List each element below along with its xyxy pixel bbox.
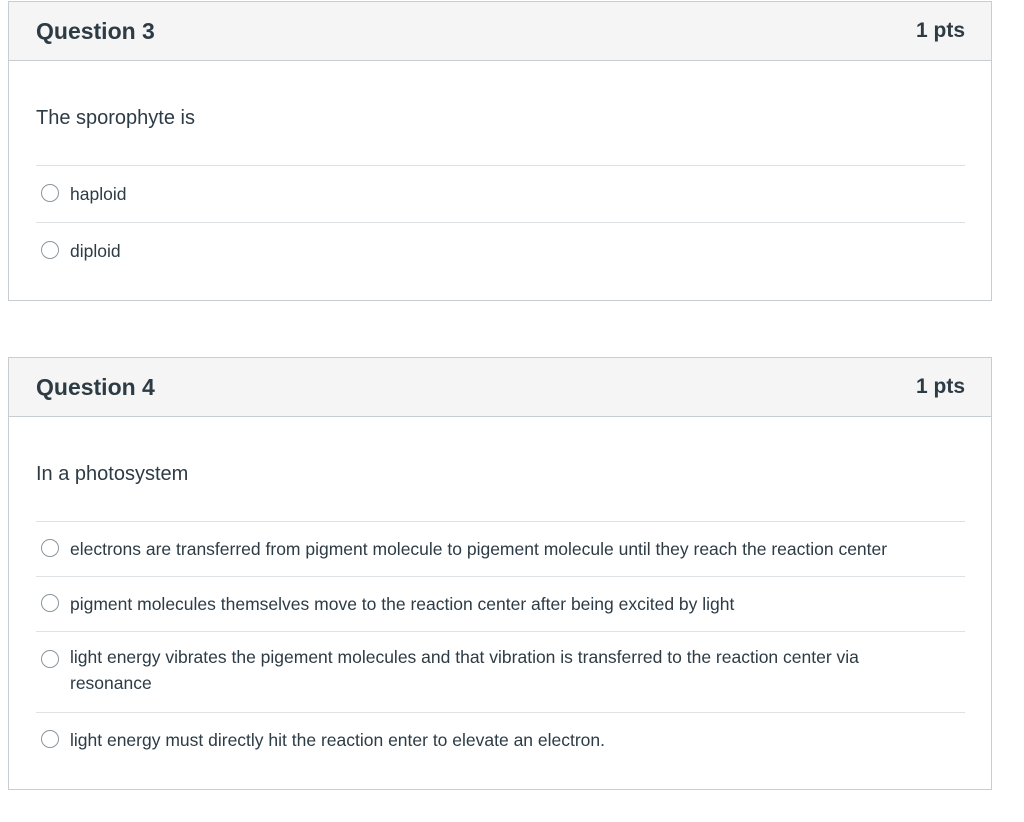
answer-option-haploid[interactable] [36,166,965,223]
answer-label[interactable]: light energy must directly hit the reaction enter to elevate an electron. [70,730,606,750]
question-points: 1 pts [915,19,965,42]
question-title: Question 4 [36,373,155,400]
radio-button-icon[interactable] [41,594,59,612]
radio-button-icon[interactable] [41,539,59,557]
answer-label[interactable]: light energy vibrates the pigement molecules and that vibration is transferred to the reaction center via resonance [70,647,859,693]
answer-option-electrons-transferred[interactable] [36,522,965,577]
answer-label[interactable]: diploid [70,241,121,261]
question-points: 1 pts [915,375,965,398]
radio-button-icon[interactable] [41,730,59,748]
question-card-4 [8,357,992,790]
question-text: In a photosystem [36,463,189,485]
answer-label[interactable]: haploid [70,184,127,204]
question-body [9,460,991,767]
question-body [9,104,991,279]
answer-label[interactable]: pigment molecules themselves move to the reaction center after being excited by light [70,594,735,614]
question-header [9,358,991,417]
answer-option-diploid[interactable] [36,223,965,279]
radio-button-icon[interactable] [41,650,59,668]
question-header [9,2,991,61]
radio-button-icon[interactable] [41,241,59,259]
answer-list [36,165,965,279]
answer-label[interactable]: electrons are transferred from pigment molecule to pigement molecule until they reach the reaction center [70,539,888,559]
answer-option-resonance[interactable] [36,632,965,713]
answer-option-direct-hit[interactable] [36,713,965,767]
question-title: Question 3 [36,17,155,44]
question-card-3 [8,1,992,301]
answer-option-pigment-molecules-move[interactable] [36,577,965,632]
answer-list [36,521,965,767]
question-text: The sporophyte is [36,107,195,129]
radio-button-icon[interactable] [41,184,59,202]
